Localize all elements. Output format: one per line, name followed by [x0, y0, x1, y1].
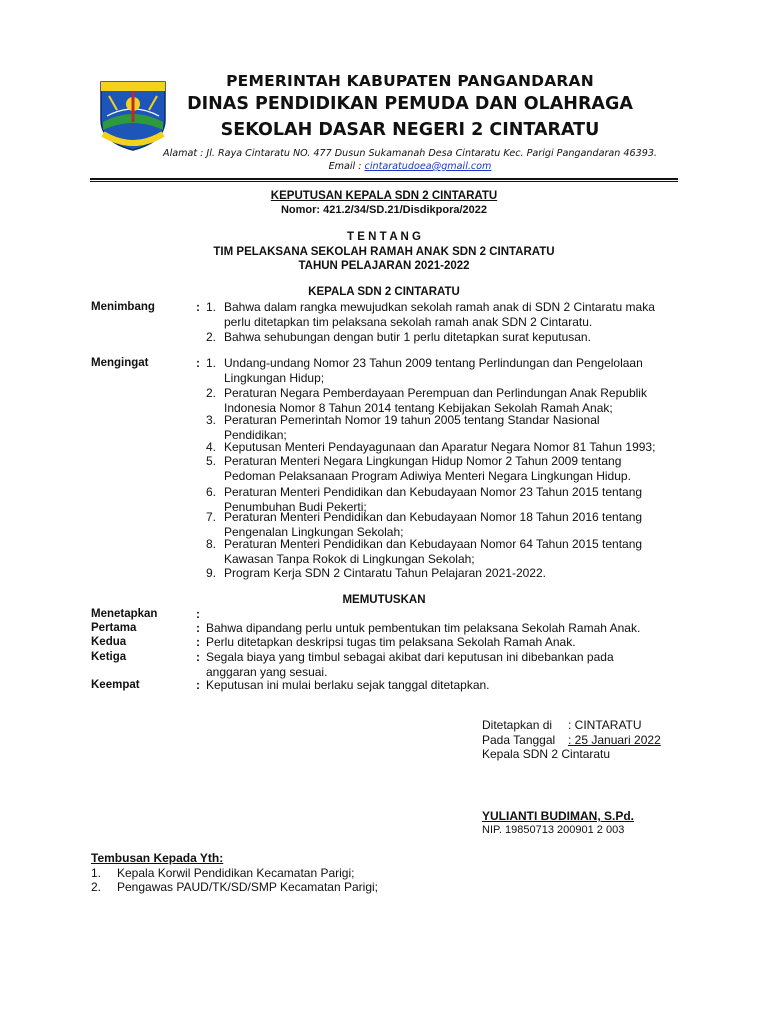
- ketiga-text: [206, 650, 677, 679]
- mengingat-item-number: 4.: [206, 440, 217, 454]
- item-line: Peraturan Menteri Pendidikan dan Kebudayaan Nomor 23 Tahun 2015 tentang: [224, 485, 643, 499]
- letterhead-school: SEKOLAH DASAR NEGERI 2 CINTARATU: [220, 120, 600, 140]
- item-line: Kawasan Tanpa Rokok di Lingkungan Sekolah;: [224, 551, 475, 566]
- mengingat-item: [224, 356, 677, 385]
- item-line: perlu ditetapkan tim pelaksana sekolah ramah anak SDN 2 Cintaratu.: [224, 314, 593, 329]
- mengingat-item-number: 3.: [206, 413, 217, 427]
- decree-number: Nomor: 421.2/34/SD.21/Disdikpora/2022: [280, 204, 488, 216]
- mengingat-item-number: 8.: [206, 537, 217, 551]
- item-line: Peraturan Menteri Pendidikan dan Kebudayaan Nomor 64 Tahun 2015 tentang: [224, 537, 643, 551]
- mengingat-item-number: 5.: [206, 454, 217, 468]
- signature-name-block: [482, 809, 634, 824]
- tembusan-number: 1.: [91, 866, 102, 880]
- place-label: Ditetapkan di: [482, 718, 553, 732]
- email-link[interactable]: cintaratudoea@gmail.com: [364, 161, 492, 172]
- letterhead-email-line: [110, 160, 710, 173]
- date-value: : 25 Januari 2022: [568, 733, 661, 747]
- item-line: Peraturan Menteri Negara Lingkungan Hidup Nomor 2 Tahun 2009 tentang: [224, 454, 622, 468]
- menimbang-colon: :: [196, 300, 200, 314]
- item-line: Peraturan Negara Pemberdayaan Perempuan dan Perlindungan Anak Republik: [224, 386, 647, 400]
- mengingat-label: Mengingat: [91, 357, 149, 369]
- mengingat-item: [224, 510, 677, 539]
- mengingat-item-number: 2.: [206, 386, 217, 400]
- mengingat-item-number: 9.: [206, 566, 217, 580]
- keempat-text: Keputusan ini mulai berlaku sejak tanggal ditetapkan.: [206, 678, 490, 692]
- pertama-text: Bahwa dipandang perlu untuk pembentukan tim pelaksana Sekolah Ramah Anak.: [206, 621, 641, 635]
- decree-subject-line1: TIM PELAKSANA SEKOLAH RAMAH ANAK SDN 2 CINTARATU: [213, 246, 555, 258]
- email-label: Email :: [328, 161, 365, 172]
- kedua-colon: :: [196, 635, 200, 649]
- mengingat-item-number: 6.: [206, 485, 217, 499]
- item-line: Lingkungan Hidup;: [224, 370, 325, 385]
- menimbang-item: Bahwa sehubungan dengan butir 1 perlu ditetapkan surat keputusan.: [224, 330, 591, 344]
- mengingat-item: Keputusan Menteri Pendayagunaan dan Aparatur Negara Nomor 81 Tahun 1993;: [224, 440, 656, 454]
- signatory-nip: NIP. 19850713 200901 2 003: [482, 824, 625, 836]
- item-line: Segala biaya yang timbul sebagai akibat dari keputusan ini dibebankan pada: [206, 650, 614, 664]
- mengingat-item-number: 1.: [206, 356, 217, 370]
- mengingat-item: [224, 413, 677, 442]
- date-label: Pada Tanggal: [482, 733, 556, 747]
- keempat-colon: :: [196, 678, 200, 692]
- letterhead-rule-thick: [90, 178, 678, 180]
- item-line: Pedoman Pelaksanaan Program Adiwiya Menteri Negara Lingkungan Hidup.: [224, 468, 631, 483]
- kedua-text: Perlu ditetapkan deskripsi tugas tim pelaksana Sekolah Ramah Anak.: [206, 635, 576, 649]
- signature-date: [482, 733, 661, 748]
- tembusan-item: Pengawas PAUD/TK/SD/SMP Kecamatan Parigi;: [117, 880, 378, 894]
- mengingat-item: [224, 537, 677, 566]
- mengingat-item: Program Kerja SDN 2 Cintaratu Tahun Pelajaran 2021-2022.: [224, 566, 546, 580]
- letterhead-government: PEMERINTAH KABUPATEN PANGANDARAN: [226, 72, 594, 90]
- letterhead-department: DINAS PENDIDIKAN PEMUDA DAN OLAHRAGA: [187, 94, 633, 114]
- kabupaten-pangandaran-logo: [95, 76, 171, 152]
- menimbang-label: Menimbang: [91, 301, 155, 313]
- menimbang-item: [224, 300, 677, 329]
- menimbang-item-number: 2.: [206, 330, 217, 344]
- kedua-label: Kedua: [91, 636, 127, 648]
- mengingat-item-number: 7.: [206, 510, 217, 524]
- decree-issuer: KEPALA SDN 2 CINTARATU: [308, 286, 460, 298]
- item-line: anggaran yang sesuai.: [206, 664, 328, 679]
- item-line: Peraturan Menteri Pendidikan dan Kebudayaan Nomor 18 Tahun 2016 tentang: [224, 510, 643, 524]
- letterhead-address: Alamat : Jl. Raya Cintaratu NO. 477 Dusun Sukamanah Desa Cintaratu Kec. Parigi Pangandaran 46393.: [163, 148, 657, 159]
- mengingat-item: [224, 454, 677, 483]
- menetapkan-label: Menetapkan: [91, 608, 158, 620]
- decree-title: KEPUTUSAN KEPALA SDN 2 CINTARATU: [270, 190, 498, 202]
- signature-position: Kepala SDN 2 Cintaratu: [482, 747, 611, 761]
- item-line: Indonesia Nomor 8 Tahun 2014 tentang Kebijakan Sekolah Ramah Anak;: [224, 400, 613, 415]
- item-line: Pengenalan Lingkungan Sekolah;: [224, 524, 404, 539]
- memutuskan-heading: MEMUTUSKAN: [342, 594, 426, 606]
- mengingat-item: [224, 386, 677, 415]
- pertama-label: Pertama: [91, 622, 137, 634]
- letterhead: [175, 70, 645, 142]
- ketiga-label: Ketiga: [91, 651, 127, 663]
- tembusan-item: Kepala Korwil Pendidikan Kecamatan Parigi;: [117, 866, 355, 880]
- menimbang-item-number: 1.: [206, 300, 217, 314]
- letterhead-address-block: [110, 147, 710, 173]
- item-line: Undang-undang Nomor 23 Tahun 2009 tentang Perlindungan dan Pengelolaan: [224, 356, 643, 370]
- item-line: Bahwa dalam rangka mewujudkan sekolah ramah anak di SDN 2 Cintaratu maka: [224, 300, 655, 314]
- place-value: : CINTARATU: [568, 718, 642, 732]
- menetapkan-colon: :: [196, 607, 200, 621]
- tembusan-title: Tembusan Kepada Yth:: [91, 851, 224, 865]
- pertama-colon: :: [196, 621, 200, 635]
- keempat-label: Keempat: [91, 679, 140, 691]
- signature-place: [482, 718, 642, 733]
- letterhead-rule-thin: [90, 181, 678, 182]
- tembusan-number: 2.: [91, 880, 102, 894]
- item-line: Penumbuhan Budi Pekerti;: [224, 499, 367, 514]
- item-line: Peraturan Pemerintah Nomor 19 tahun 2005 tentang Standar Nasional: [224, 413, 600, 427]
- ketiga-colon: :: [196, 650, 200, 664]
- signatory-name: YULIANTI BUDIMAN, S.Pd.: [482, 809, 634, 823]
- item-line: Pendidikan;: [224, 427, 287, 442]
- decree-subject-line2: TAHUN PELAJARAN 2021-2022: [298, 260, 470, 272]
- mengingat-colon: :: [196, 356, 200, 370]
- tentang-heading: T E N T A N G: [347, 231, 421, 243]
